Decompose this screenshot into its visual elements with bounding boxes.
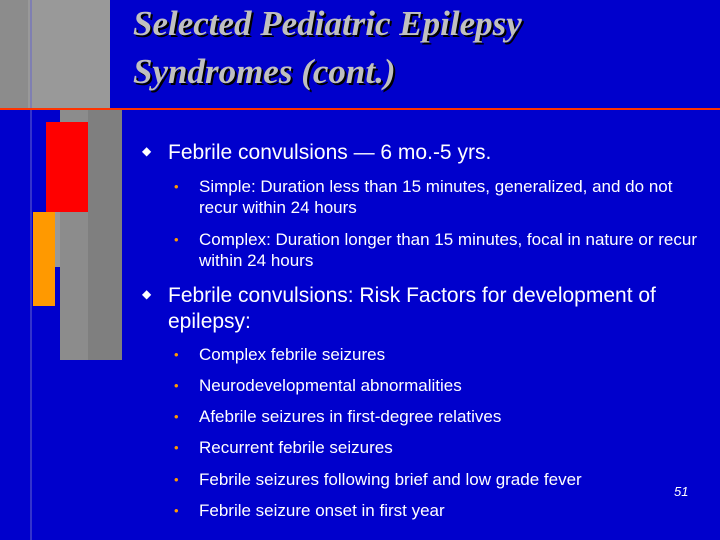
sub-bullet-2-1	[174, 344, 699, 365]
sub-bullet-2-2	[174, 375, 699, 396]
dot-bullet-icon: •	[174, 347, 179, 362]
sub-bullet-2-3-text: Afebrile seizures in first-degree relatives	[199, 407, 502, 426]
sub-bullet-2-3	[174, 406, 699, 427]
bullet-2-text: Febrile convulsions: Risk Factors for development of epilepsy:	[168, 284, 656, 333]
sub-bullet-1-1-text: Simple: Duration less than 15 minutes, generalized, and do not recur within 24 hours	[199, 177, 673, 217]
sub-bullet-1-2	[174, 229, 699, 271]
sub-bullet-2-4	[174, 437, 699, 458]
bullet-2	[142, 283, 688, 335]
page-number: 51	[674, 484, 689, 499]
sub-bullet-2-4-text: Recurrent febrile seizures	[199, 438, 393, 457]
sub-bullet-1-2-text: Complex: Duration longer than 15 minutes, focal in nature or recur within 24 hours	[199, 230, 697, 270]
sub-bullet-2-6-text: Febrile seizure onset in first year	[199, 501, 445, 520]
dot-bullet-icon: •	[174, 378, 179, 393]
dot-bullet-icon: •	[174, 409, 179, 424]
sub-bullet-1-1	[174, 176, 699, 218]
sub-bullet-2-6	[174, 500, 699, 521]
sub-bullet-2-1-text: Complex febrile seizures	[199, 345, 386, 364]
dot-bullet-icon: •	[174, 232, 179, 247]
bullet-1	[142, 140, 688, 166]
dot-bullet-icon: •	[174, 472, 179, 487]
sub-bullet-2-2-text: Neurodevelopmental abnormalities	[199, 376, 462, 395]
slide-title-line-2: Syndromes (cont.)	[133, 52, 396, 91]
diamond-bullet-icon: ◆	[142, 144, 152, 158]
dot-bullet-icon: •	[174, 503, 179, 518]
slide-title-line-1: Selected Pediatric Epilepsy	[133, 4, 522, 43]
diamond-bullet-icon: ◆	[142, 287, 152, 301]
sub-bullet-2-5-text: Febrile seizures following brief and low grade fever	[199, 470, 582, 489]
dot-bullet-icon: •	[174, 440, 179, 455]
dot-bullet-icon: •	[174, 179, 179, 194]
bullet-1-text: Febrile convulsions — 6 mo.-5 yrs.	[168, 141, 492, 164]
sub-bullet-2-5	[174, 469, 669, 490]
